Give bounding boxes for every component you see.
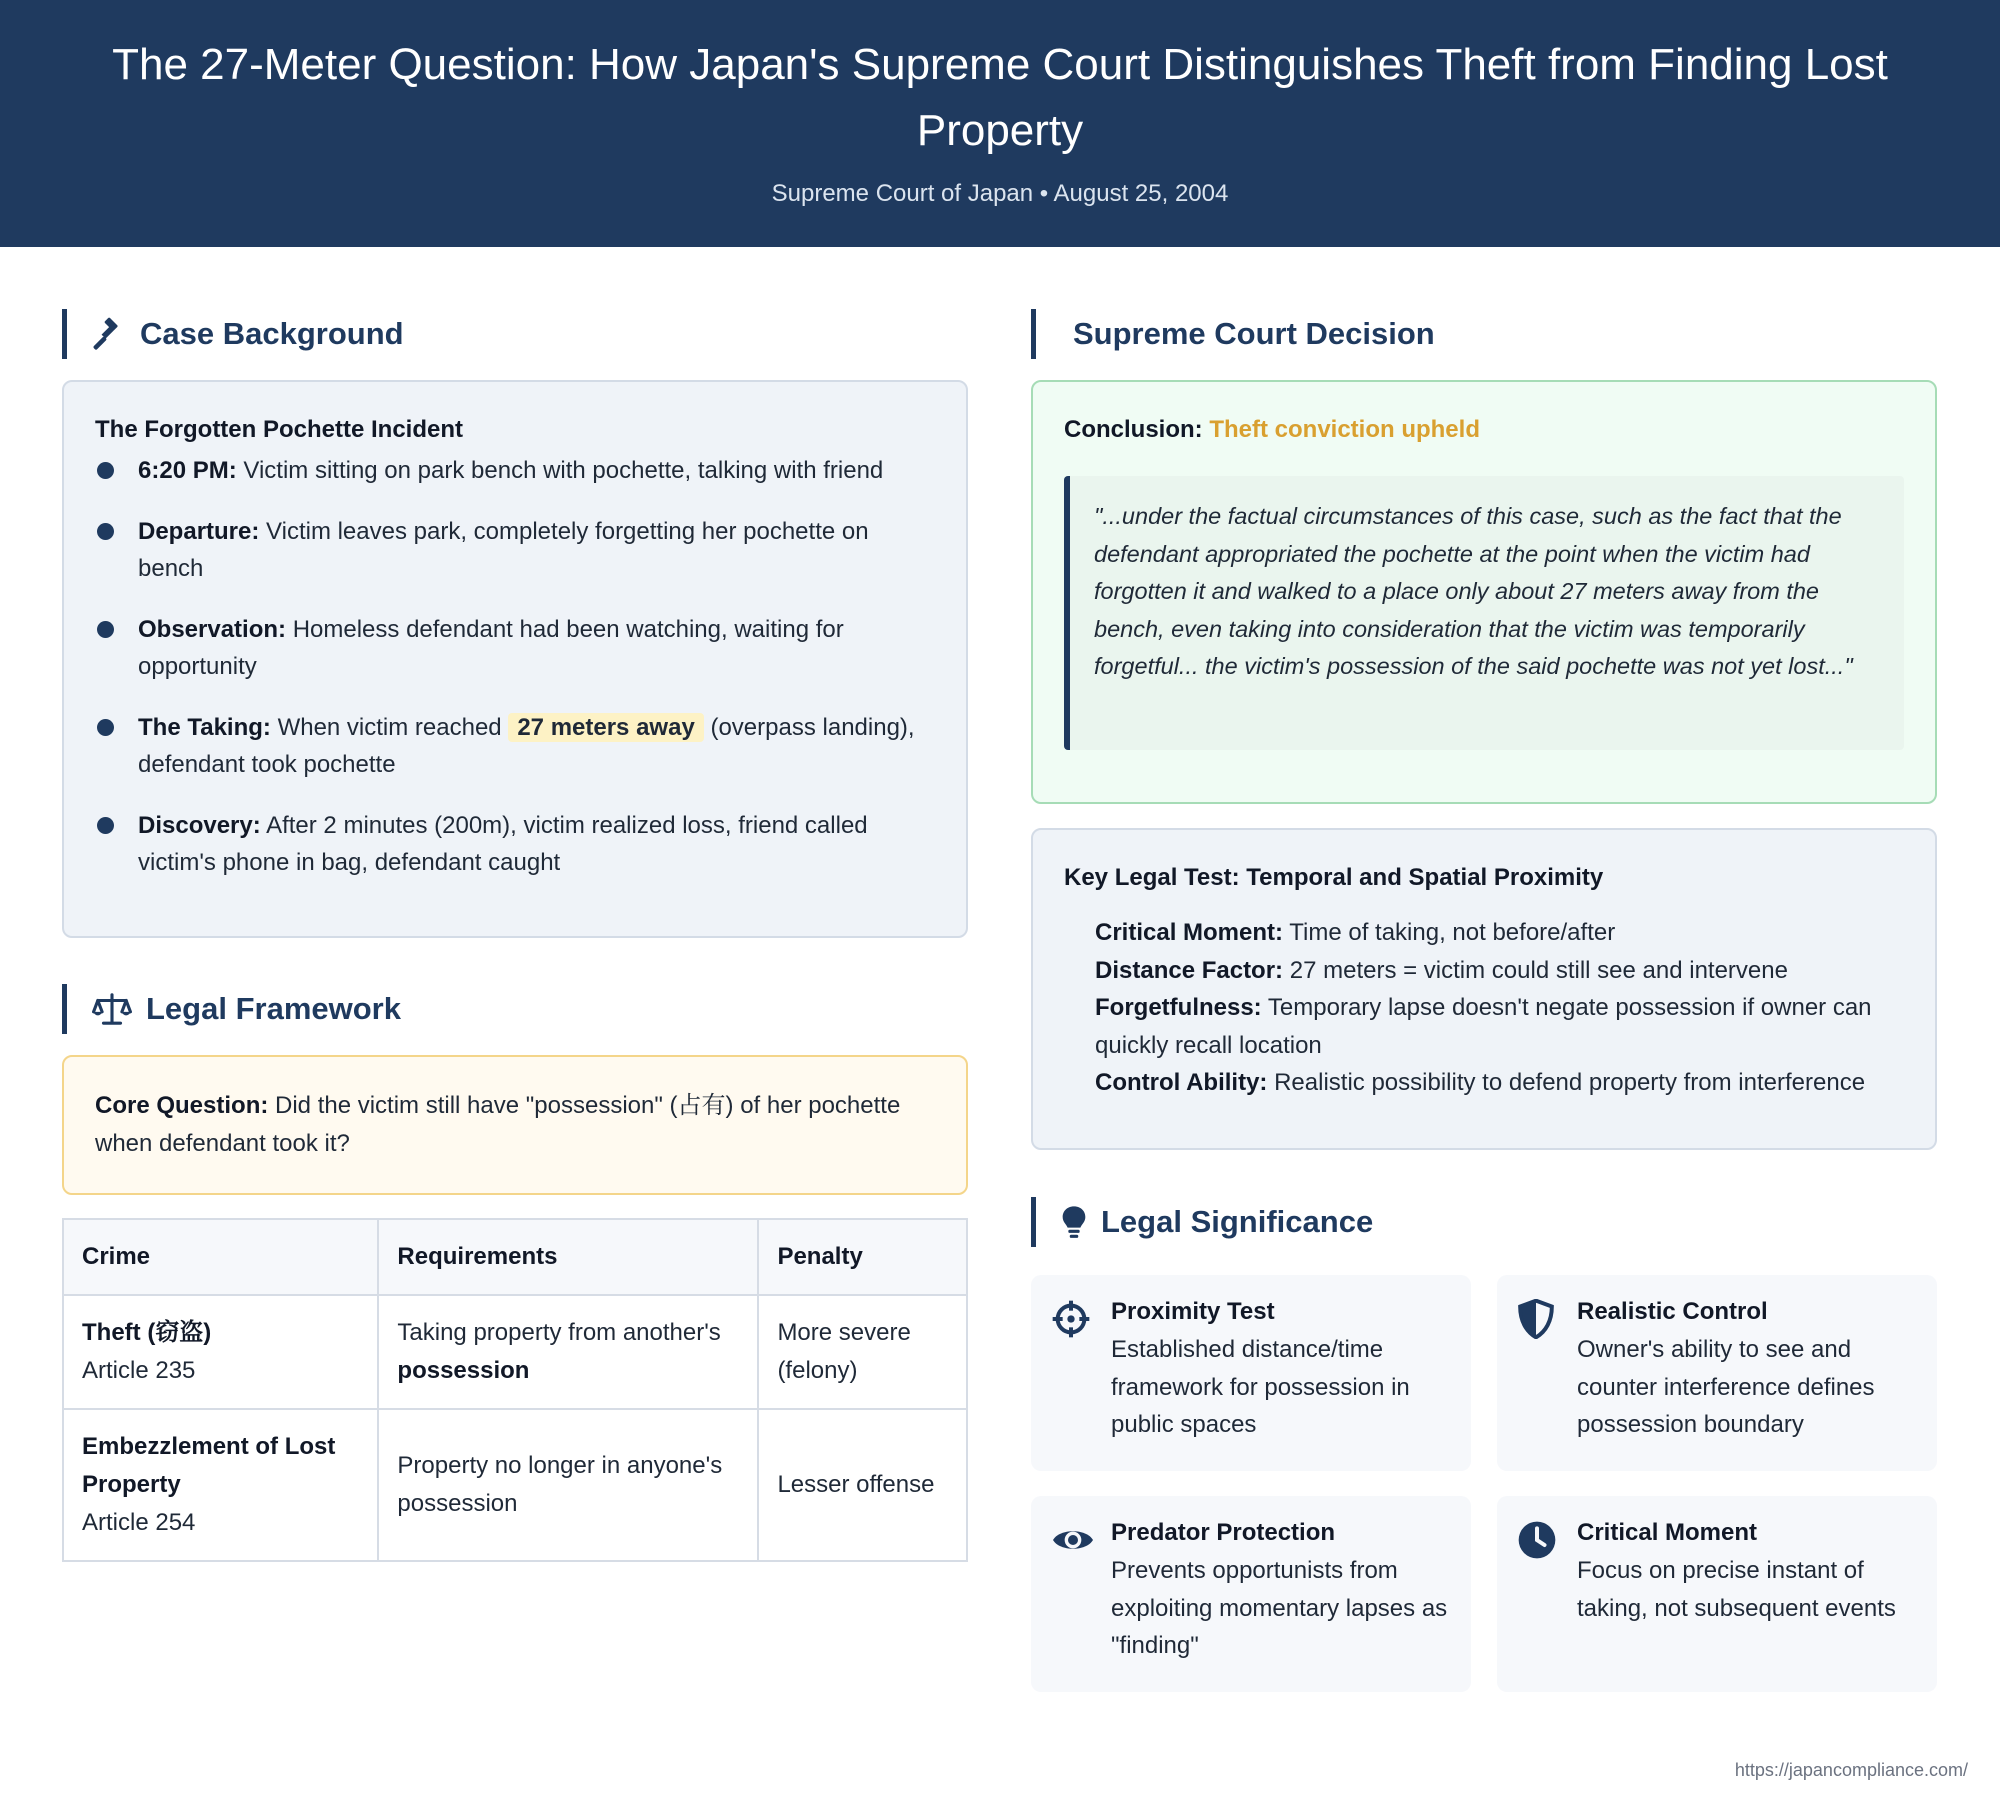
- tile-text: Owner's ability to see and counter interference defines possession boundary: [1577, 1336, 1875, 1438]
- list-item: Distance Factor: 27 meters = victim could still see and intervene: [1095, 956, 1788, 984]
- tile-title: Critical Moment: [1577, 1519, 1758, 1546]
- significance-heading: Legal Significance: [1031, 1197, 1373, 1247]
- column-header: Penalty: [758, 1219, 967, 1295]
- crime-name: Embezzlement of Lost Property: [82, 1433, 336, 1498]
- page-title: The 27-Meter Question: How Japan's Supreme Court Distinguishes Theft from Finding Lost Property: [112, 40, 1888, 155]
- court-quote: "...under the factual circumstances of this case, such as the fact that the defendant appropriated the pochette at the point when the victim had forgotten it and walked to a place only about 27 meters away from the bench, even taking into consideration that the victim was temporarily forgetful... the victim's possession of the said pochette was not yet lost...": [1064, 476, 1904, 750]
- clock-icon: [1517, 1520, 1557, 1565]
- significance-tile: [1031, 1275, 1471, 1471]
- crime-name: Theft (窃盗): [82, 1319, 212, 1346]
- tile-text: Focus on precise instant of taking, not subsequent events: [1577, 1557, 1896, 1622]
- conclusion: Conclusion: Theft conviction upheld: [1064, 416, 1480, 443]
- conclusion-value: Theft conviction upheld: [1209, 416, 1480, 443]
- legal-framework-heading: Legal Framework: [62, 984, 401, 1034]
- list-item: Forgetfulness: Temporary lapse doesn't negate possession if owner can quickly recall location: [1095, 994, 1872, 1059]
- lightbulb-icon: [1061, 1205, 1087, 1239]
- page-header: [0, 0, 2000, 247]
- article-number: Article 254: [82, 1509, 196, 1536]
- penalty: Lesser offense: [758, 1409, 967, 1561]
- legal-test-list: [1095, 914, 1915, 1102]
- list-item: Control Ability: Realistic possibility to defend property from interference: [1095, 1069, 1866, 1096]
- column-header: Crime: [63, 1219, 378, 1295]
- column-header: Requirements: [378, 1219, 758, 1295]
- case-background-card: [62, 380, 968, 938]
- list-item: 6:20 PM: Victim sitting on park bench with pochette, talking with friend: [95, 452, 935, 489]
- legal-test-card: [1031, 828, 1937, 1150]
- tile-title: Proximity Test: [1111, 1298, 1275, 1325]
- decision-card: [1031, 380, 1937, 804]
- incident-title: The Forgotten Pochette Incident: [95, 416, 464, 443]
- case-background-heading: Case Background: [62, 309, 404, 359]
- list-item: Critical Moment: Time of taking, not before/after: [1095, 919, 1616, 946]
- tile-text: Prevents opportunists from exploiting momentary lapses as "finding": [1111, 1557, 1448, 1659]
- tile-text: Established distance/time framework for possession in public spaces: [1111, 1336, 1410, 1438]
- timeline-list: [95, 452, 935, 881]
- table-row: Embezzlement of Lost Property Article 254 Property no longer in anyone's possession Lesser offense: [63, 1409, 967, 1561]
- bullet-icon: [97, 523, 114, 540]
- bullet-icon: [97, 719, 114, 736]
- penalty: More severe (felony): [758, 1295, 967, 1409]
- significance-tile: [1497, 1275, 1937, 1471]
- list-item: The Taking: When victim reached 27 meters away (overpass landing), defendant took pochette: [95, 709, 935, 783]
- tile-title: Realistic Control: [1577, 1298, 1768, 1325]
- article-number: Article 235: [82, 1357, 196, 1384]
- significance-tile: [1497, 1496, 1937, 1692]
- eye-icon: [1051, 1520, 1095, 1565]
- legal-test-title: Key Legal Test: Temporal and Spatial Proximity: [1064, 864, 1604, 891]
- table-header-row: [63, 1219, 967, 1295]
- distance-highlight: 27 meters away: [508, 713, 703, 742]
- bullet-icon: [97, 462, 114, 479]
- core-question: Core Question: Did the victim still have "possession" (占有) of her pochette when defendant took it?: [95, 1092, 901, 1157]
- shield-icon: [1517, 1299, 1555, 1344]
- core-question-card: [62, 1055, 968, 1195]
- footer-url[interactable]: https://japancompliance.com/: [1734, 1760, 1968, 1780]
- list-item: Discovery: After 2 minutes (200m), victim realized loss, friend called victim's phone in bag, defendant caught: [95, 807, 935, 881]
- bullet-icon: [97, 817, 114, 834]
- bullet-icon: [97, 621, 114, 638]
- crosshair-icon: [1051, 1299, 1091, 1344]
- tile-title: Predator Protection: [1111, 1519, 1336, 1546]
- page-subtitle: Supreme Court of Japan • August 25, 2004: [771, 180, 1229, 207]
- crime-comparison-table: [62, 1218, 968, 1562]
- list-item: Departure: Victim leaves park, completely forgetting her pochette on bench: [95, 513, 935, 587]
- scale-icon: [92, 992, 132, 1026]
- table-row: Theft (窃盗) Article 235 Taking property from another's possession More severe (felony): [63, 1295, 967, 1409]
- gavel-icon: [92, 317, 126, 351]
- significance-tile: [1031, 1496, 1471, 1692]
- decision-heading: Supreme Court Decision: [1031, 309, 1435, 359]
- list-item: Observation: Homeless defendant had been watching, waiting for opportunity: [95, 611, 935, 685]
